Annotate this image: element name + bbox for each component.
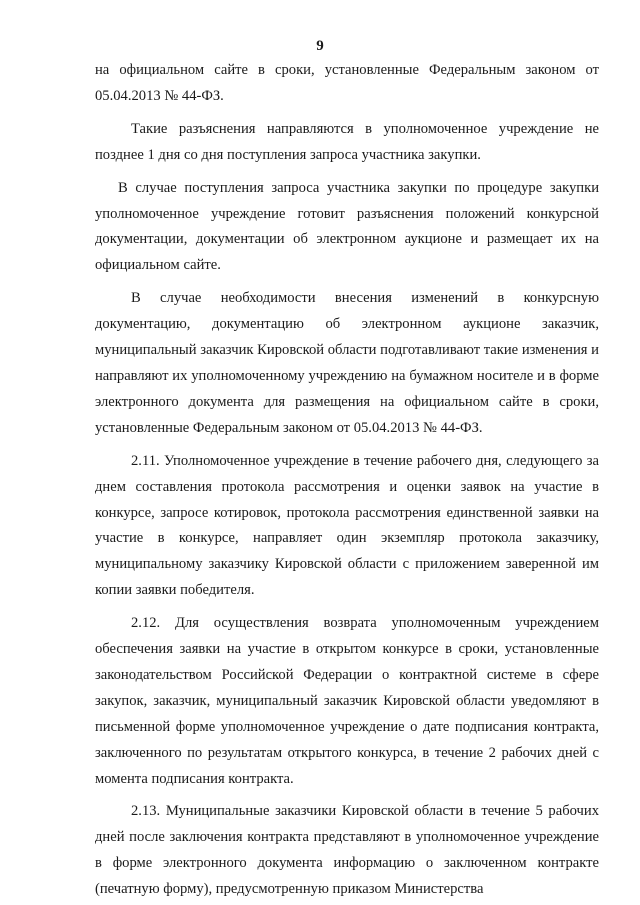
document-body <box>95 58 599 903</box>
paragraph-clarifications-deadline: Такие разъяснения направляются в уполномоченное учреждение не позднее 1 дня со дня поступления запроса участника закупки. <box>95 120 599 163</box>
paragraph-continuation: на официальном сайте в сроки, установленные Федеральным законом от 05.04.2013 № 44-ФЗ. <box>95 62 599 104</box>
paragraph-section-2-11: 2.11. Уполномоченное учреждение в течение рабочего дня, следующего за днем составления протокола рассмотрения и оценки заявок на участие в конкурсе, запросе котировок, протокола рассмотрения единственной заявки на участие в конкурсе, направляет один экземпляр протокола заказчику, муниципальному заказчику Кировской области с приложением заверенной им копии заявки победителя. <box>95 452 599 599</box>
paragraph-section-2-12: 2.12. Для осуществления возврата уполномоченным учреждением обеспечения заявки на участие в открытом конкурсе в сроки, установленные законодательством Российской Федерации о контрактной системе в сфере закупок, заказчик, муниципальный заказчик Кировской области уведомляют в письменной форме уполномоченное учреждение о дате подписания контракта, заключенного по результатам открытого конкурса, в течение 2 рабочих дней с момента подписания контракта. <box>95 615 599 787</box>
paragraph-clarifications-preparation: В случае поступления запроса участника закупки по процедуре закупки уполномоченное учреждение готовит разъяснения положений конкурсной документации, документации об электронном аукционе и размещает их на официальном сайте. <box>95 179 599 274</box>
paragraph-section-2-13: 2.13. Муниципальные заказчики Кировской области в течение 5 рабочих дней после заключения контракта представляют в уполномоченное учреждение в форме электронного документа информацию о заключенном контракте (печатную форму), предусмотренную приказом Министерства <box>95 803 599 898</box>
paragraph-documentation-changes: В случае необходимости внесения изменений в конкурсную документацию, документацию об электронном аукционе заказчик, муниципальный заказчик Кировской области подготавливают такие изменения и направляют их уполномоченному учреждению на бумажном носителе и в форме электронного документа для размещения на официальном сайте в сроки, установленные Федеральным законом от 05.04.2013 № 44-ФЗ. <box>95 290 599 436</box>
page-number: 9 <box>316 38 324 54</box>
